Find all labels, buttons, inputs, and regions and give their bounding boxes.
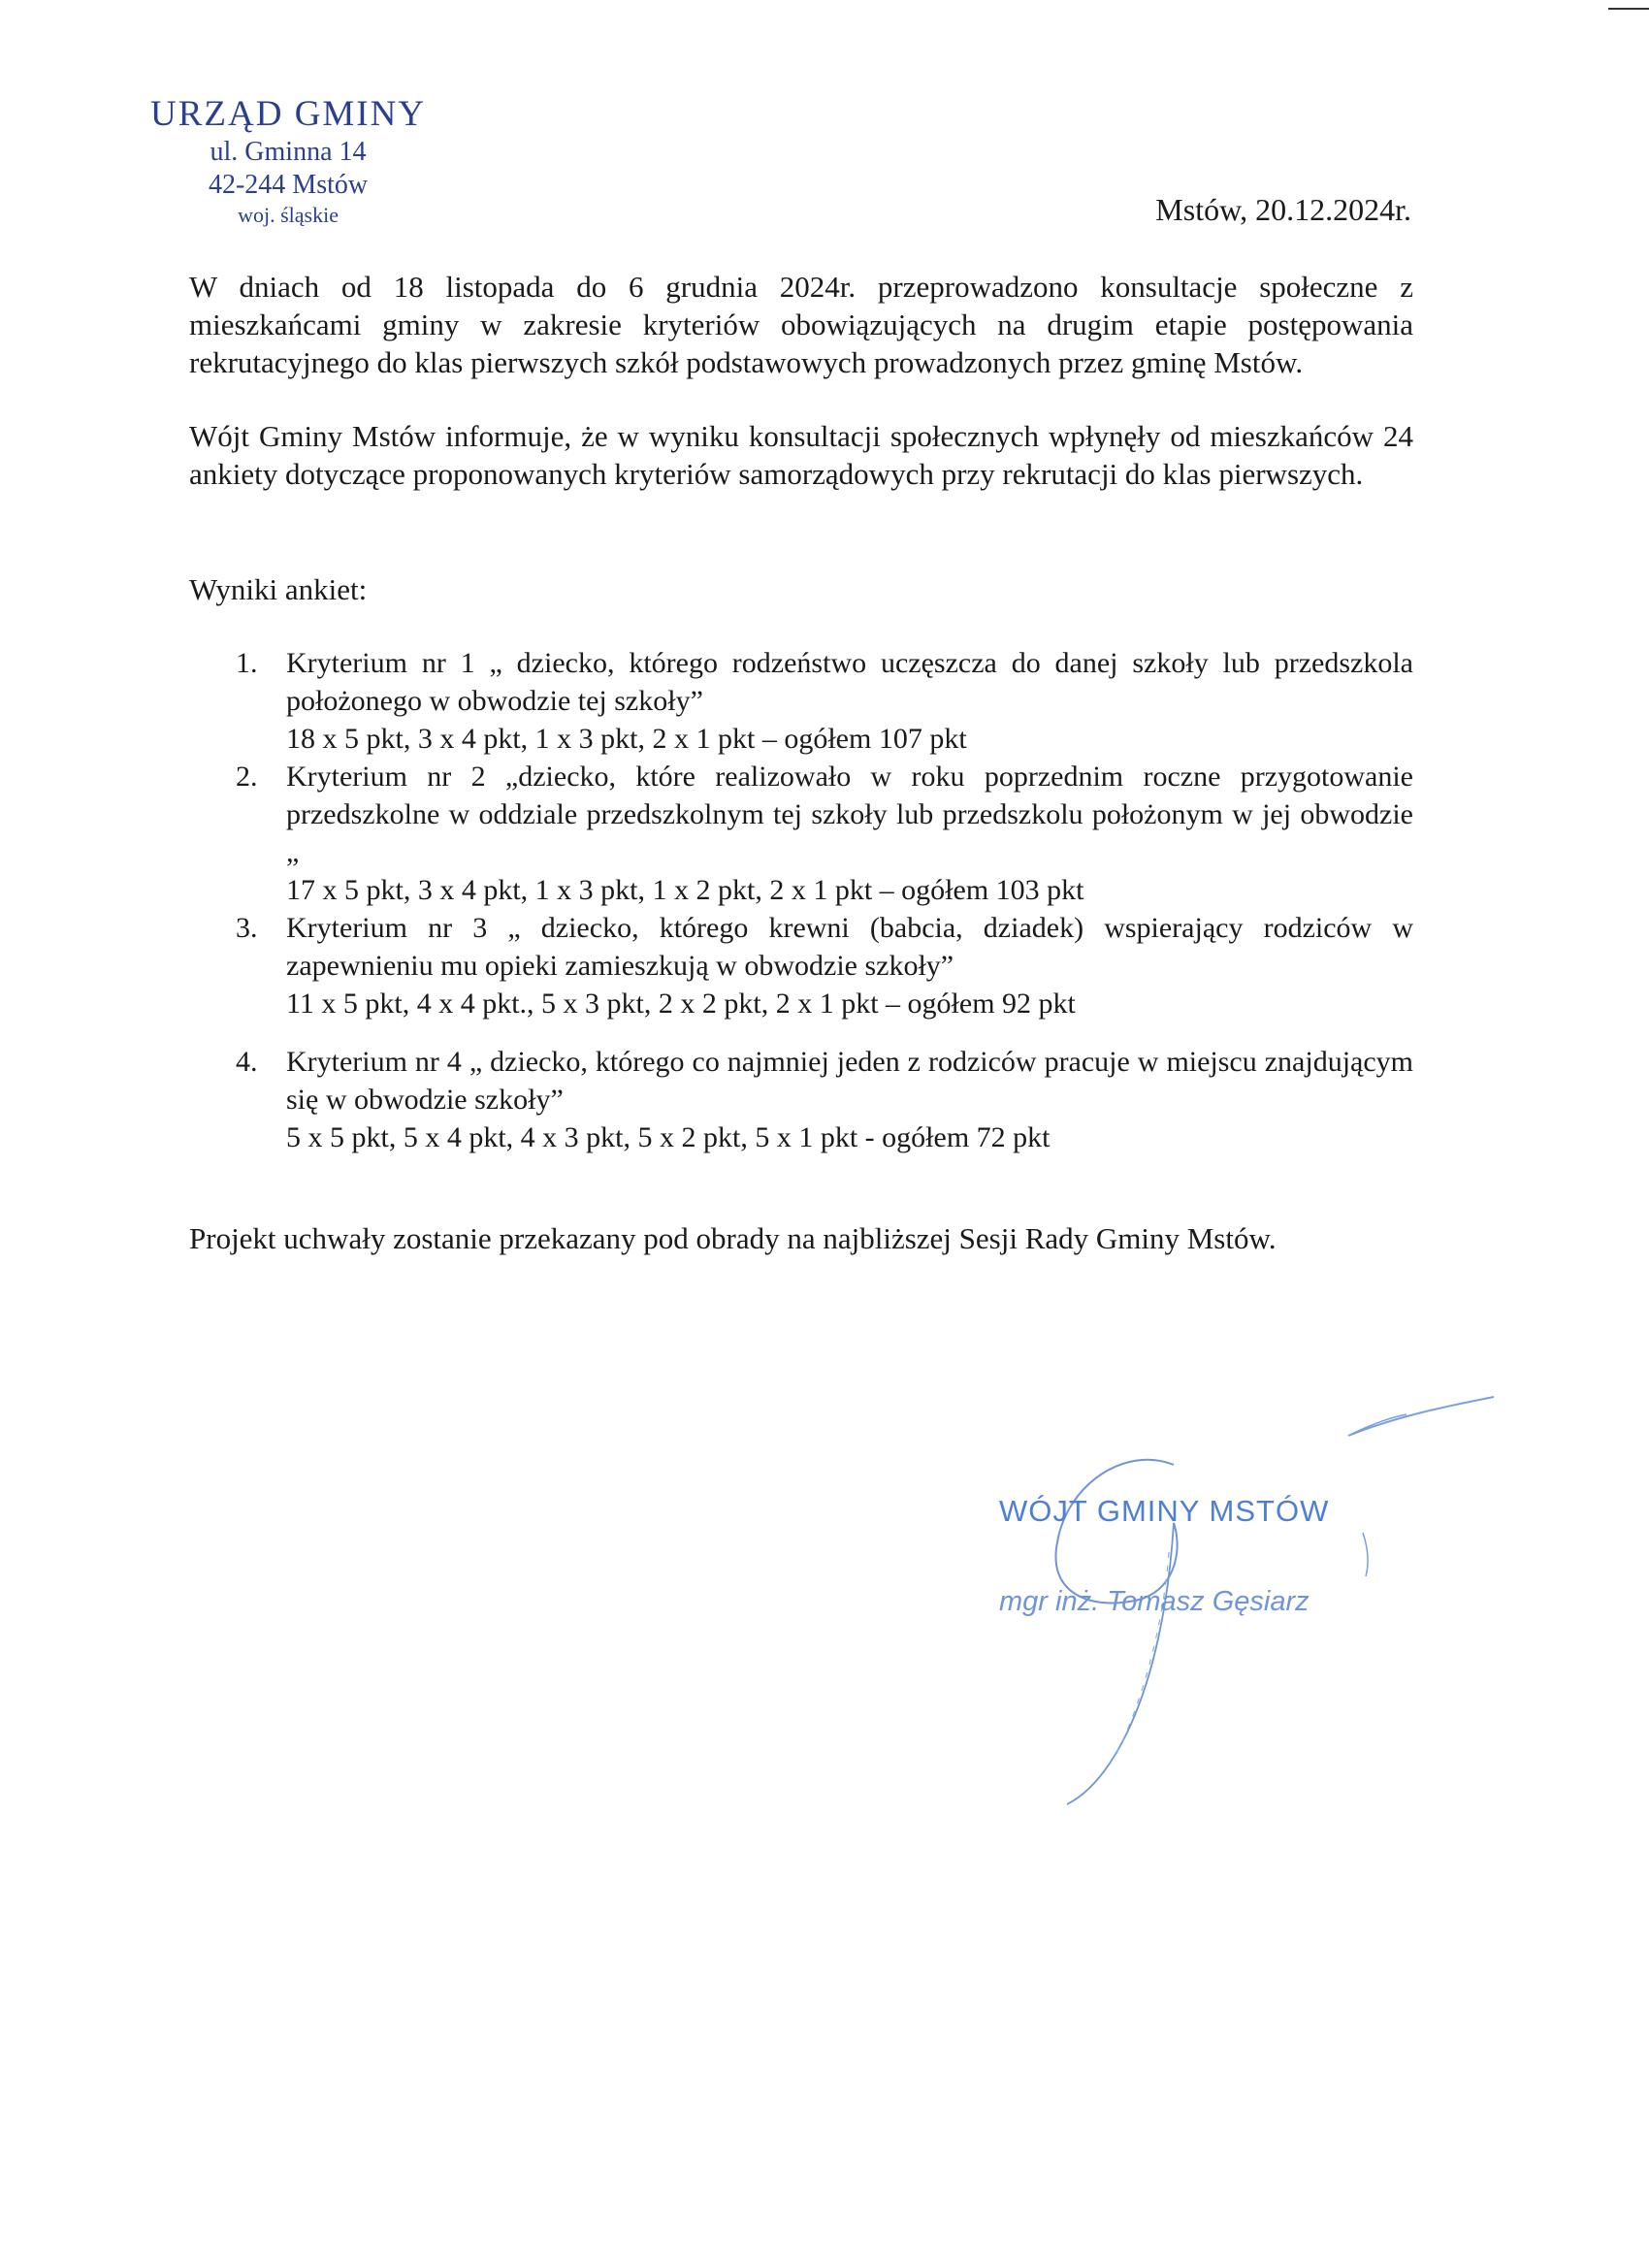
criterion-item (189, 909, 1413, 1022)
signature-block (980, 1387, 1523, 1833)
street-address: ul. Gminna 14 (210, 137, 367, 167)
organization-name: URZĄD GMINY (150, 94, 427, 134)
criterion-scores: 17 x 5 pkt, 3 x 4 pkt, 1 x 3 pkt, 1 x 2 pkt, 2 x 1 pkt – ogółem 103 pkt (286, 874, 1084, 906)
document-date: Mstów, 20.12.2024r. (1155, 192, 1411, 227)
criterion-text: Kryterium nr 3 „ dziecko, którego krewni (babcia, dziadek) wspierający rodziców w zapewnieniu mu opieki zamieszkują w obwodzie szkoły” (286, 912, 1413, 982)
region: woj. śląskie (238, 203, 339, 227)
criterion-number: 4. (236, 1046, 258, 1078)
postal-city: 42-244 Mstów (208, 170, 369, 200)
closing-paragraph: Projekt uchwały zostanie przekazany pod obrady na najbliższej Sesji Rady Gminy Mstów. (189, 1221, 1277, 1255)
criterion-text: Kryterium nr 4 „ dziecko, którego co najmniej jeden z rodziców pracuje w miejscu znajdującym się w obwodzie szkoły” (286, 1046, 1413, 1116)
results-heading: Wyniki ankiet: (189, 572, 368, 606)
criterion-scores: 18 x 5 pkt, 3 x 4 pkt, 1 x 3 pkt, 2 x 1 pkt – ogółem 107 pkt (286, 723, 967, 755)
scan-edge-mark (1608, 8, 1649, 10)
criterion-text: Kryterium nr 2 „dziecko, które realizowało w roku poprzednim roczne przygotowanie przedszkolne w oddziale przedszkolnym tej szkoły lub przedszkolu położonym w jej obwodzie „ (286, 761, 1413, 868)
announcement-paragraph: Wójt Gminy Mstów informuje, że w wyniku konsultacji społecznych wpłynęły od mieszkańców 24 ankiety dotyczące proponowanych kryteriów samorządowych przy rekrutacji do klas pierwszych. (189, 419, 1413, 491)
criterion-scores: 5 x 5 pkt, 5 x 4 pkt, 4 x 3 pkt, 5 x 2 pkt, 5 x 1 pkt - ogółem 72 pkt (286, 1121, 1051, 1153)
signature-name: mgr inż. Tomasz Gęsiarz (999, 1586, 1310, 1617)
criterion-number: 2. (236, 761, 258, 793)
criterion-item (189, 758, 1413, 909)
letterhead-stamp (150, 93, 426, 229)
intro-paragraph: W dniach od 18 listopada do 6 grudnia 2024r. przeprowadzono konsultacje społeczne z mieszkańcami gminy w zakresie kryteriów obowiązujących na drugim etapie postępowania rekrutacyjnego do klas pierwszych szkół podstawowych prowadzonych przez gminę Mstów. (189, 270, 1413, 379)
criterion-number: 3. (236, 912, 258, 944)
criterion-number: 1. (236, 647, 258, 679)
criterion-item (189, 1043, 1413, 1156)
criterion-scores: 11 x 5 pkt, 4 x 4 pkt., 5 x 3 pkt, 2 x 2 pkt, 2 x 1 pkt – ogółem 92 pkt (286, 988, 1076, 1020)
criterion-text: Kryterium nr 1 „ dziecko, którego rodzeństwo uczęszcza do danej szkoły lub przedszkola położonego w obwodzie tej szkoły” (286, 647, 1413, 717)
criterion-item (189, 644, 1413, 758)
signature-title: WÓJT GMINY MSTÓW (999, 1494, 1330, 1528)
criteria-list (189, 644, 1413, 1156)
